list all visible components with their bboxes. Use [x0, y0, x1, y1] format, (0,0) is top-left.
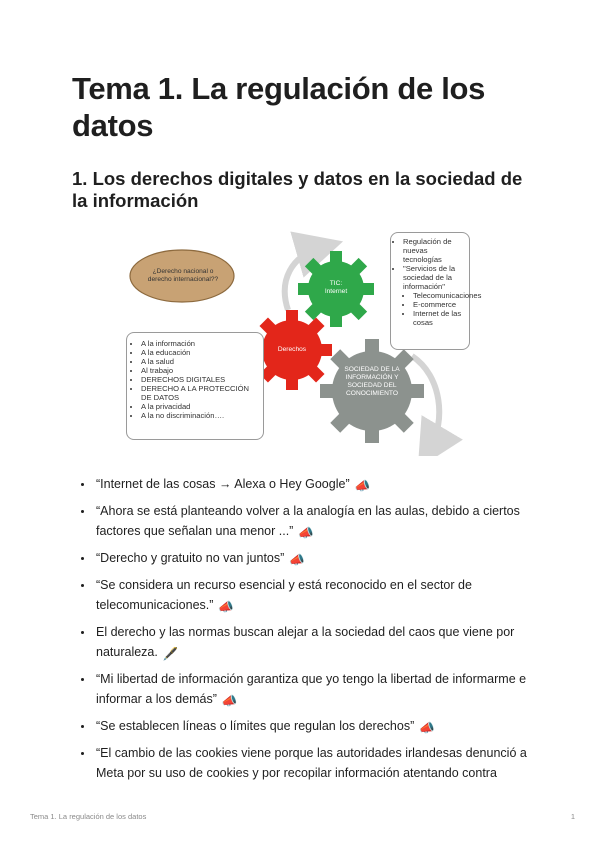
- list-item: [94, 474, 556, 496]
- left-box-item: • Al trabajo: [141, 366, 259, 375]
- left-box-item: • DERECHO A LA PROTECCIÓN DE DATOS: [141, 384, 259, 402]
- pen-icon: 🖋️: [162, 647, 179, 661]
- right-box-subitem: • E-commerce: [413, 300, 465, 309]
- list-item-text: “El cambio de las cookies viene porque las autoridades irlandesas denunció a Meta por su uso de cookies y por recopilar información atentando contra: [96, 746, 527, 780]
- page-number: 1: [570, 812, 575, 821]
- gear-sociedad-label: SOCIEDAD DE LA INFORMACIÓN Y SOCIEDAD DEL CONOCIMIENTO: [344, 366, 400, 397]
- list-item: [94, 575, 556, 617]
- gear-tic-label: TIC: Internet: [324, 280, 348, 295]
- list-item: [94, 716, 556, 738]
- left-box-item: • A la privacidad: [141, 402, 259, 411]
- left-box-item: • A la no discriminación….: [141, 411, 259, 420]
- list-item-text: El derecho y las normas buscan alejar a la sociedad del caos que viene por naturaleza.: [96, 625, 515, 659]
- megaphone-icon: 📣: [218, 600, 234, 614]
- right-box-item: • "Servicios de la sociedad de la información": [403, 264, 465, 291]
- list-item: [94, 669, 556, 711]
- list-item: [94, 501, 556, 543]
- list-item-text: “Ahora se está planteando volver a la analogía en las aulas, debido a ciertos factores que señalan una menor ...”: [96, 504, 520, 538]
- left-box-item: • A la salud: [141, 357, 259, 366]
- left-box-item: • A la educación: [141, 348, 259, 357]
- notes-list: [72, 474, 556, 788]
- list-item-text: “Internet de las cosas → Alexa o Hey Google”: [96, 477, 350, 491]
- list-item: [94, 548, 556, 570]
- list-item-text: “Se establecen líneas o límites que regulan los derechos”: [96, 719, 415, 733]
- right-text-box: [390, 232, 482, 350]
- list-item: [94, 622, 556, 664]
- left-box-item: • DERECHOS DIGITALES: [141, 375, 259, 384]
- right-box-subitem: • Telecomunicaciones: [413, 291, 465, 300]
- megaphone-icon: 📣: [298, 526, 314, 540]
- megaphone-icon: 📣: [221, 694, 238, 708]
- oval-label: ¿Derecho nacional o derecho internacional??: [147, 268, 219, 283]
- concept-diagram: [120, 226, 480, 456]
- footer-title: Tema 1. La regulación de los datos: [30, 812, 147, 821]
- right-box-subitem: • Internet de las cosas: [413, 309, 465, 327]
- megaphone-icon: 📣: [354, 479, 371, 493]
- list-item-text: “Se considera un recurso esencial y está reconocido en el sector de telecomunicaciones.”: [96, 578, 472, 612]
- gear-derechos-label: Derechos: [277, 346, 307, 353]
- left-box-item: • A la información: [141, 339, 259, 348]
- page-footer: [30, 812, 575, 821]
- list-item-text: “Derecho y gratuito no van juntos”: [96, 551, 285, 565]
- megaphone-icon: 📣: [419, 721, 435, 735]
- section-heading: 1. Los derechos digitales y datos en la sociedad de la información: [72, 168, 523, 211]
- page-title: Tema 1. La regulación de los datos: [72, 71, 486, 143]
- left-text-box: [126, 332, 264, 440]
- list-item: [94, 743, 556, 783]
- megaphone-icon: 📣: [289, 553, 305, 567]
- list-item-text: “Mi libertad de información garantiza que yo tengo la libertad de informarme e informar a los demás”: [96, 672, 527, 706]
- arrow-right: [412, 356, 439, 448]
- right-box-item: • Regulación de nuevas tecnologías: [403, 237, 465, 264]
